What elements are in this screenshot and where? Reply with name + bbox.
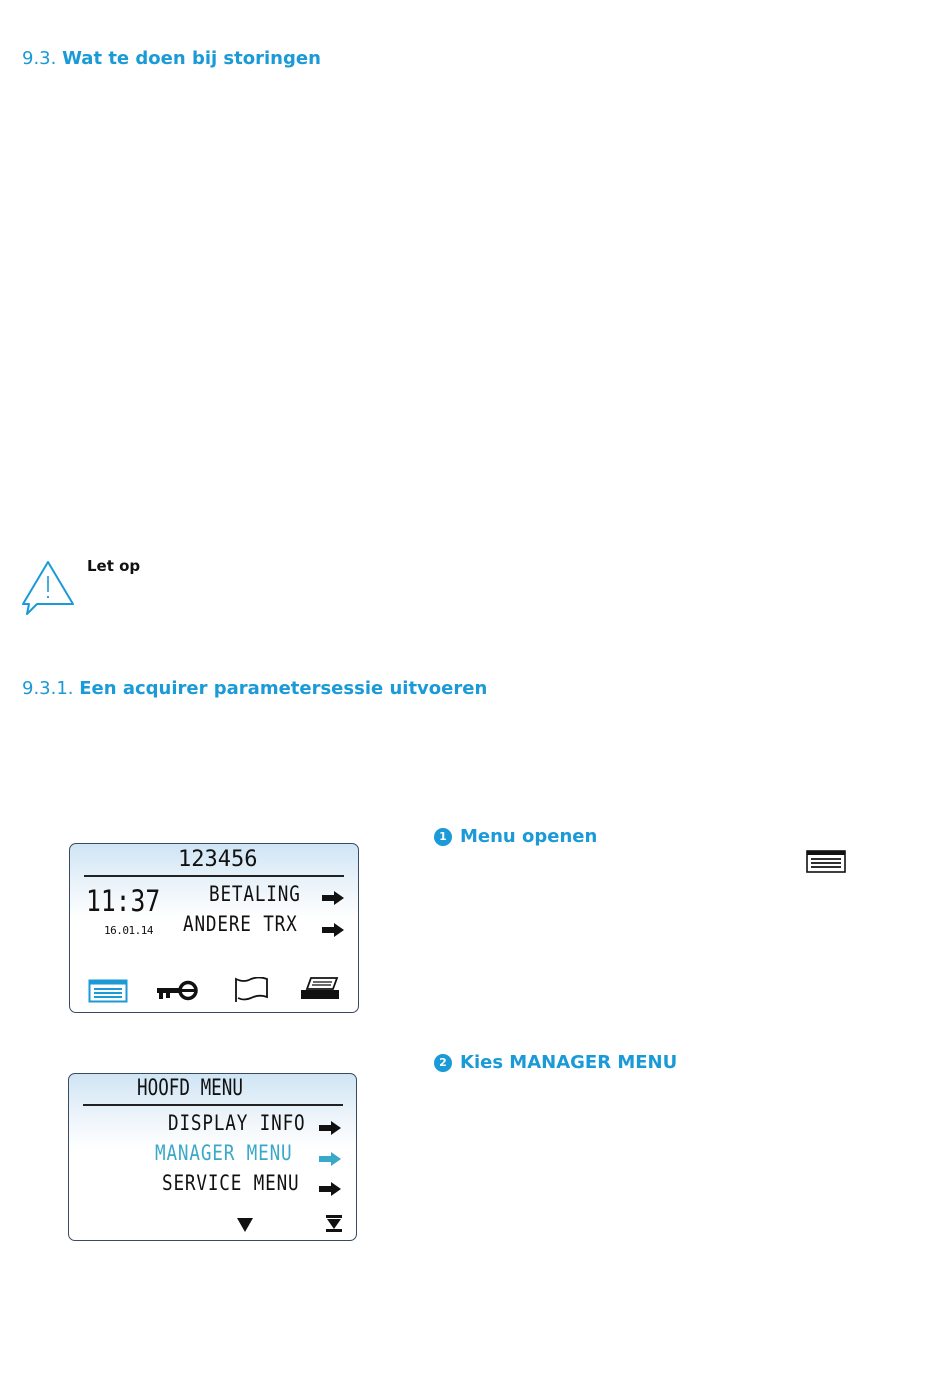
menu-key-icon — [806, 850, 846, 873]
arrow-right-icon — [318, 1181, 342, 1197]
step-2 — [434, 1052, 677, 1073]
menu-item-andere-trx[interactable]: ANDERE TRX — [183, 912, 298, 936]
clock-time: 11:37 — [86, 884, 161, 918]
menu-title: HOOFD MENU — [137, 1076, 243, 1101]
menu-item-betaling[interactable]: BETALING — [209, 882, 301, 906]
arrow-right-icon — [318, 1120, 342, 1136]
arrow-right-icon — [321, 890, 345, 906]
down-icon[interactable] — [236, 1216, 254, 1234]
arrow-right-icon — [321, 922, 345, 938]
clock-date: 16.01.14 — [104, 924, 153, 937]
end-icon[interactable] — [325, 1214, 343, 1234]
section-heading — [22, 48, 321, 69]
step-label: Menu openen — [460, 826, 598, 847]
printer-icon[interactable] — [299, 976, 341, 1002]
subsection-number: 9.3.1. — [22, 678, 74, 699]
subsection-heading — [22, 678, 487, 699]
step-number: 2 — [434, 1054, 452, 1072]
section-number: 9.3. — [22, 48, 57, 69]
menu-item-display-info[interactable]: DISPLAY INFO — [168, 1111, 306, 1135]
subsection-title: Een acquirer parametersessie uitvoeren — [79, 678, 488, 699]
terminal-id: 123456 — [178, 847, 258, 872]
notice-label: Let op — [87, 557, 141, 575]
flag-icon[interactable] — [234, 977, 270, 1003]
step-number: 1 — [434, 828, 452, 846]
menu-icon[interactable] — [88, 979, 128, 1003]
step-label: Kies MANAGER MENU — [460, 1052, 678, 1073]
key-icon[interactable] — [156, 980, 200, 1002]
section-title: Wat te doen bij storingen — [62, 48, 321, 69]
menu-item-service-menu[interactable]: SERVICE MENU — [162, 1171, 300, 1195]
warning-icon — [21, 558, 77, 618]
terminal-home-screen — [69, 843, 359, 1013]
menu-item-manager-menu[interactable]: MANAGER MENU — [155, 1141, 293, 1165]
terminal-main-menu-screen — [68, 1073, 357, 1241]
arrow-right-icon — [318, 1151, 342, 1167]
step-1 — [434, 826, 597, 847]
